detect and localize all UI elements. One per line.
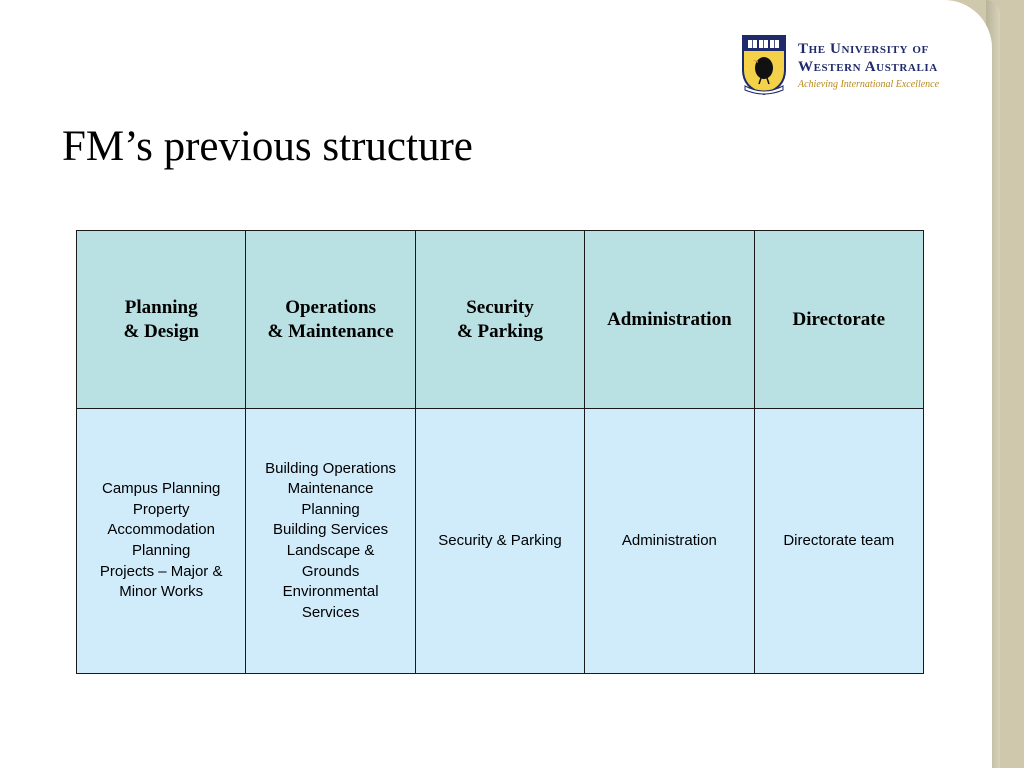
header-line: & Design xyxy=(123,320,199,342)
list-item: Administration xyxy=(621,531,717,549)
header-security-parking xyxy=(415,231,584,409)
table-body-row xyxy=(77,409,924,674)
header-line: Administration xyxy=(607,308,732,330)
slide-title: FM’s previous structure xyxy=(62,123,473,170)
list-item: Environmental xyxy=(282,583,379,601)
cell-operations-maintenance xyxy=(246,409,415,674)
header-planning-design xyxy=(77,231,246,409)
cell-security-parking xyxy=(415,409,584,674)
list-item: Building Operations xyxy=(265,459,397,477)
university-name-line-1: The University of xyxy=(798,41,929,57)
header-line: & Maintenance xyxy=(267,320,394,342)
header-operations-maintenance xyxy=(246,231,415,409)
list-item: Planning xyxy=(132,542,191,559)
university-name xyxy=(798,40,938,76)
cell-administration xyxy=(585,409,754,674)
structure-table xyxy=(76,230,924,674)
cell-planning-design xyxy=(77,409,246,674)
header-line: Security xyxy=(466,296,534,318)
header-directorate xyxy=(754,231,923,409)
list-item: Property xyxy=(132,500,190,518)
university-crest-icon xyxy=(741,34,787,96)
list-item: Building Services xyxy=(273,521,389,539)
list-item: Accommodation xyxy=(107,521,215,539)
header-line: Directorate xyxy=(792,308,886,330)
list-item: Landscape & xyxy=(286,542,375,559)
list-item: Projects – Major & xyxy=(99,562,223,580)
list-item: Grounds xyxy=(301,562,360,580)
university-tagline: Achieving International Excellence xyxy=(798,79,940,90)
header-line: & Parking xyxy=(456,320,543,342)
list-item: Security & Parking xyxy=(438,531,562,549)
header-administration xyxy=(585,231,754,409)
list-item: Campus Planning xyxy=(101,480,221,498)
header-line: Operations xyxy=(285,296,376,318)
list-item: Minor Works xyxy=(119,583,204,601)
header-line: Planning xyxy=(124,296,198,318)
list-item: Services xyxy=(301,603,360,621)
list-item: Directorate team xyxy=(783,531,895,549)
university-name-line-2: Western Australia xyxy=(798,59,938,75)
university-logo xyxy=(741,34,961,98)
cell-directorate xyxy=(754,409,923,674)
list-item: Maintenance xyxy=(287,480,374,498)
table-header-row xyxy=(77,231,924,409)
list-item: Planning xyxy=(301,500,360,518)
